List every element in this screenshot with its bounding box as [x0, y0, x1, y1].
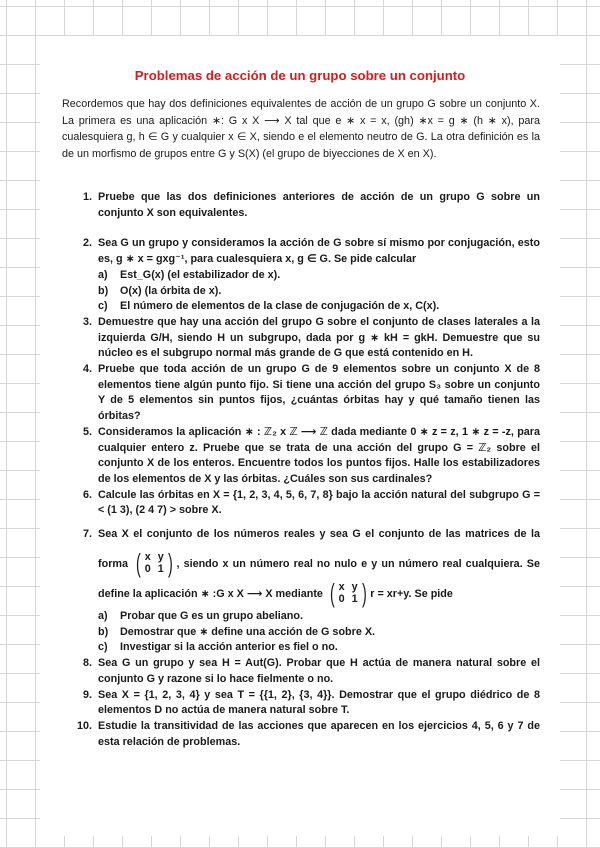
problem-number: 2. — [82, 237, 92, 250]
problem-number: 10. — [76, 719, 92, 732]
matrix-cell: 0 — [144, 563, 151, 576]
problem-item — [62, 236, 540, 315]
sub-question-label: c) — [98, 641, 108, 654]
problem-number: 5. — [82, 425, 92, 438]
matrix-grid — [337, 581, 360, 605]
problem-text: Pruebe que toda acción de un grupo G de 9 elementos sobre un conjunto X de 8 elementos tiene algún punto fijo. Si tiene una acción del grupo S₃ sobre un conjunto Y de 5 elementos sin puntos fijos, ¿cuántas órbitas hay y qué tamaño tienen las órbitas? — [98, 363, 540, 423]
problem-item — [62, 719, 540, 750]
matrix-cell: y — [351, 581, 358, 594]
matrix-cell: 1 — [351, 593, 358, 606]
sub-question — [98, 299, 540, 315]
matrix — [134, 548, 174, 579]
problem-text-continued: , siendo x un número real no nulo e y un número real cualquiera. Se define la aplicación ∗ :G x X ⟶ X mediante — [98, 558, 541, 601]
problem-item — [62, 688, 540, 719]
document-title: Problemas de acción de un grupo sobre un conjunto — [134, 68, 466, 83]
matrix-cell: 1 — [157, 563, 164, 576]
sub-question-text: Investigar si la acción anterior es fiel o no. — [120, 641, 338, 654]
matrix — [328, 578, 368, 609]
problem-number: 1. — [82, 191, 92, 203]
sub-question-label: b) — [98, 625, 109, 638]
problem-number: 6. — [82, 488, 92, 501]
document-page — [40, 36, 560, 836]
sub-question-text: Demostrar que ∗ define una acción de G sobre X. — [120, 625, 376, 638]
problem-text: Estudie la transitividad de las acciones que aparecen en los ejercicios 4, 5, 6 y 7 de esta relación de problemas. — [98, 719, 540, 748]
sub-question-label: a) — [98, 610, 108, 623]
problem-number: 9. — [82, 688, 92, 701]
matrix-right-paren: ) — [361, 578, 367, 609]
sub-question-text: Probar que G es un grupo abeliano. — [120, 610, 303, 623]
sub-question-list — [98, 609, 540, 656]
problem-number: 8. — [82, 657, 92, 670]
sub-question-text: O(x) (la órbita de x). — [120, 284, 222, 297]
sub-question-list — [98, 268, 540, 315]
sub-question — [98, 284, 540, 300]
problem-text: Sea X = {1, 2, 3, 4} y sea T = {{1, 2}, {3, 4}}. Demostrar que el grupo diédrico de 8 elementos D no actúa de manera natural sobre T. — [98, 688, 540, 717]
problem-item — [62, 190, 540, 221]
matrix-left-paren: ( — [136, 548, 141, 579]
problem-text: Pruebe que las dos definiciones anteriores de acción de un grupo G sobre un conjunto X son equivalentes. — [98, 191, 540, 219]
sub-question-text: Est_G(x) (el estabilizador de x). — [120, 268, 281, 281]
intro-paragraph: Recordemos que hay dos definiciones equivalentes de acción de un grupo G sobre un conjunto X. La primera es una aplicación ∗: G x X ⟶ X tal que e ∗ x = x, (gh) ∗x = g ∗ (h ∗ x), para cualesquiera g, h ∈ G y cualquier x ∈ X, siendo e el elemento neutro de G. La otra definición es la de un morfismo de grupos entre G y S(X) (el grupo de biyecciones de X en X). — [62, 98, 540, 160]
problem-text: Consideramos la aplicación ∗ : ℤ₂ x ℤ ⟶ ℤ dada mediante 0 ∗ z = z, 1 ∗ z = -z, para cualquier entero z. Pruebe que se trata de una acción del grupo G = ℤ₂ sobre el conjunto X de los enteros. Encuentre todos los puntos fijos. Halle los estabilizadores de los elementos de X y las órbitas. ¿Cuáles son sus cardinales? — [98, 425, 540, 485]
problem-number: 7. — [82, 528, 92, 541]
sub-question — [98, 609, 540, 625]
problem-text: Sea X el conjunto de los números reales y sea G el conjunto de las matrices de la forma — [98, 528, 540, 571]
sub-question-label: a) — [98, 268, 108, 281]
sub-question-label: b) — [98, 284, 109, 297]
sub-question — [98, 268, 540, 284]
problem-text: Calcule las órbitas en X = {1, 2, 3, 4, 5, 6, 7, 8} bajo la acción natural del subgrupo G = < (1 3), (2 4 7) > sobre X. — [98, 488, 540, 517]
problem-item — [62, 656, 540, 687]
matrix-left-paren: ( — [329, 578, 335, 609]
matrix-cell: 0 — [338, 593, 345, 606]
sub-question — [98, 640, 540, 656]
sub-question — [98, 625, 540, 641]
matrix-cell: y — [157, 551, 164, 564]
matrix-cell: x — [338, 581, 345, 594]
problem-item — [62, 488, 540, 519]
problem-item — [62, 519, 540, 656]
sub-question-text: El número de elementos de la clase de conjugación de x, C(x). — [120, 300, 440, 313]
matrix-right-paren: ) — [167, 548, 173, 579]
matrix-cell: x — [144, 551, 151, 564]
problem-item — [62, 425, 540, 488]
problem-item — [62, 362, 540, 425]
problem-number: 4. — [82, 363, 92, 376]
problem-text: Demuestre que hay una acción del grupo G sobre el conjunto de clases laterales a la izquierda G/H, siendo H un subgrupo, dada por g ∗ kH = gkH. Demuestre que su núcleo es el subgrupo normal más grande de G que está contenido en H. — [98, 315, 540, 360]
problem-number: 3. — [82, 315, 92, 328]
matrix-grid — [143, 551, 166, 575]
problem-text: Sea G un grupo y sea H = Aut(G). Probar que H actúa de manera natural sobre el conjunto G y razone si lo hace fielmente o no. — [98, 657, 540, 685]
sub-question-label: c) — [98, 300, 108, 313]
problem-text: Sea G un grupo y consideramos la acción de G sobre sí mismo por conjugación, esto es, g ∗ x = gxg⁻¹, para cualesquiera x, g ∈ G. Se pide calcular — [98, 237, 540, 266]
problem-list — [62, 190, 540, 750]
problem-text-end: r = xr+y. Se pide — [370, 588, 453, 601]
problem-item — [62, 315, 540, 362]
